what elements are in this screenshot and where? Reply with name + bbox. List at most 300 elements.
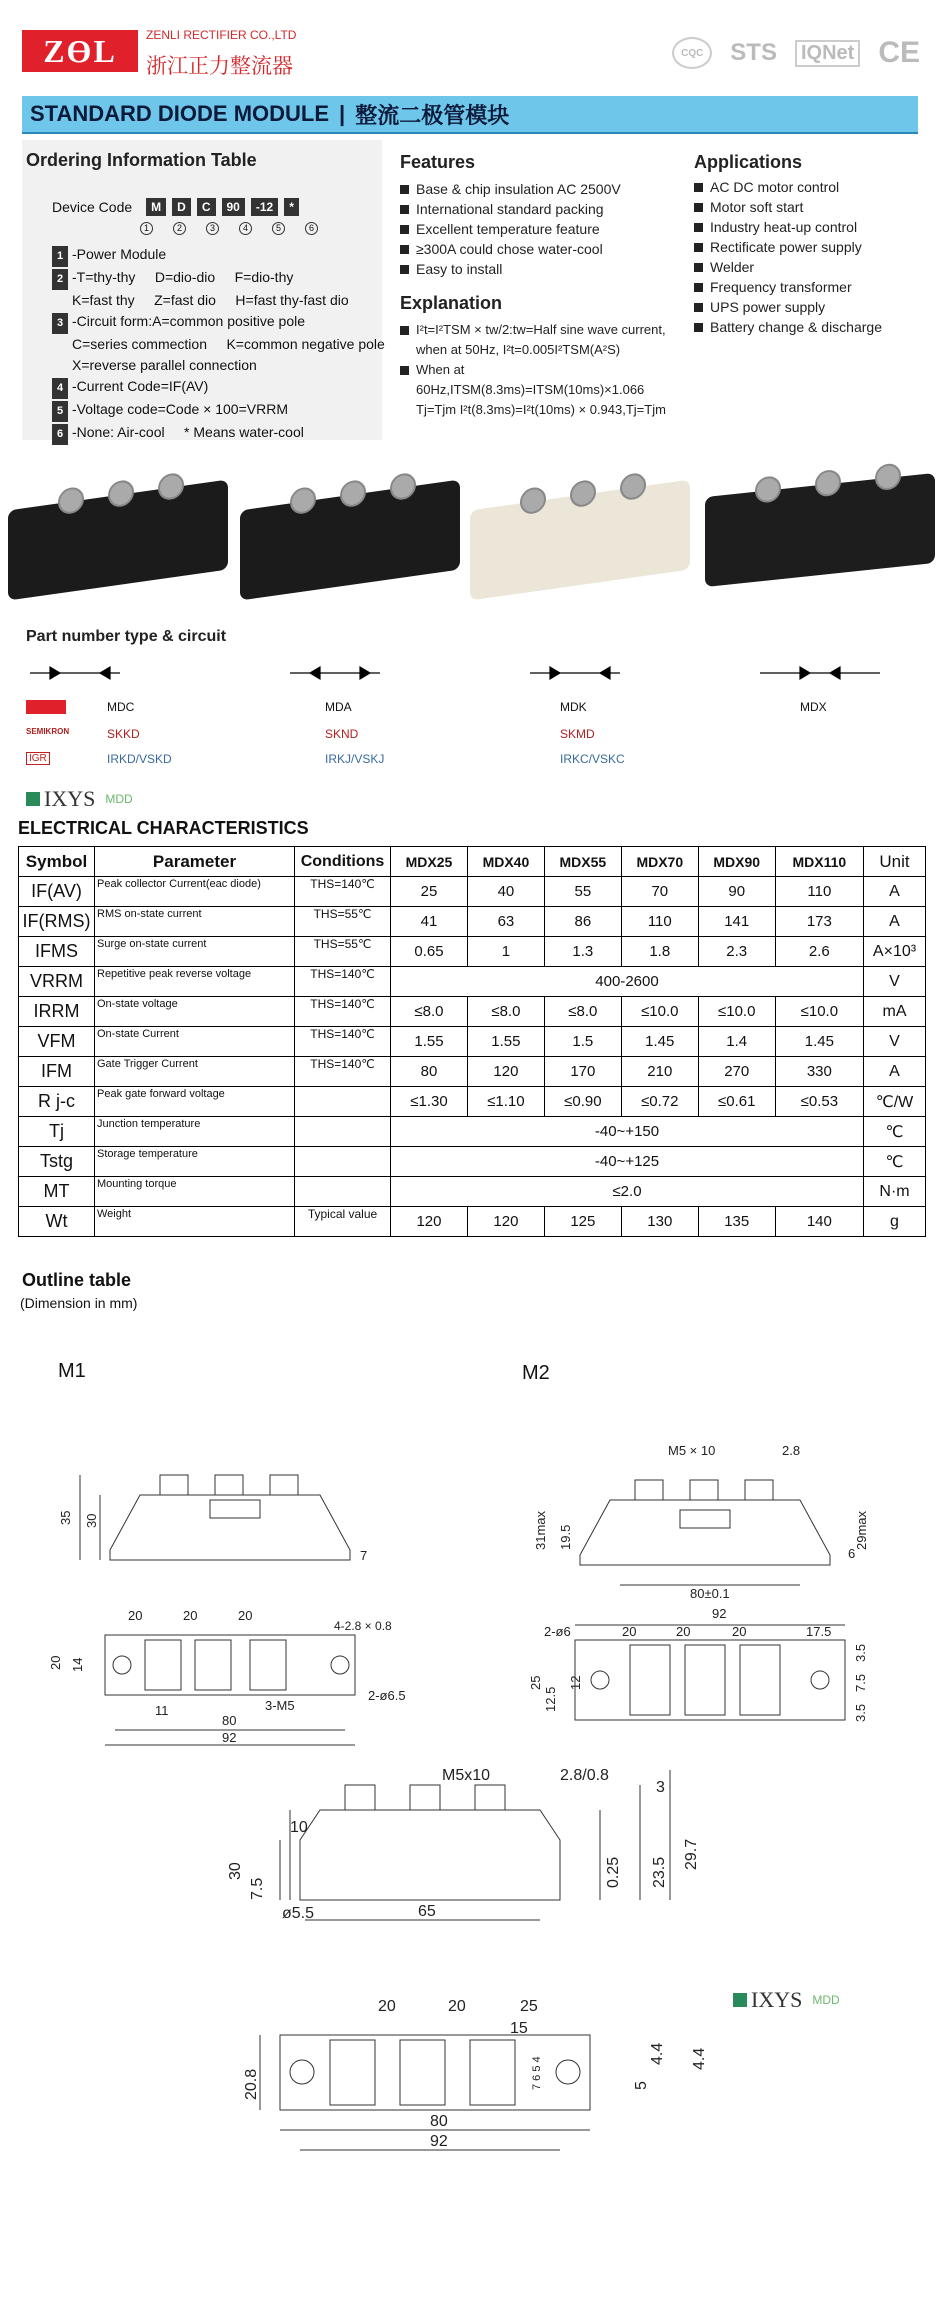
m3-dim-3: 3: [656, 1779, 665, 1796]
m1-side-body: [110, 1495, 350, 1560]
m1-dim-h30: 30: [84, 1513, 99, 1528]
m3-dim-025: 0.25: [605, 1856, 622, 1888]
parameter-cell: Junction temperature: [95, 1117, 295, 1147]
device-code-row: [52, 198, 299, 216]
code-numbers: [140, 222, 318, 235]
item-number: 4: [52, 378, 68, 399]
value-cell: 40: [467, 877, 544, 907]
features-heading: Features: [400, 152, 476, 172]
m1-side-logo: [210, 1500, 260, 1518]
m4-top-body: [280, 2035, 590, 2110]
page-title: [22, 96, 918, 134]
product-photo-black-3: [705, 473, 935, 587]
table-row: [19, 1177, 926, 1207]
table-row: [19, 937, 926, 967]
header-cell: Unit: [864, 847, 926, 877]
m2-dim-6: 6: [848, 1546, 856, 1561]
applications-heading: Applications: [694, 152, 803, 172]
code-number: 5: [272, 222, 285, 235]
symbol-cell: Tstg: [19, 1147, 95, 1177]
value-cell: 1.4: [698, 1027, 775, 1057]
outline-drawings: [0, 1400, 950, 2300]
m2-dim-25: 25: [528, 1675, 543, 1690]
table-header-row: [19, 847, 926, 877]
item-text: -Circuit form:A=common positive pole: [72, 313, 306, 329]
parameter-cell: Weight: [95, 1207, 295, 1237]
code-number: 1: [140, 222, 153, 235]
value-cell: 210: [621, 1057, 698, 1087]
feature-item: International standard packing: [400, 199, 690, 219]
m1-dim-92: 92: [222, 1730, 237, 1745]
value-cell: 1.45: [621, 1027, 698, 1057]
m2-terminal: [635, 1480, 663, 1500]
part-number-heading: Part number type & circuit: [26, 628, 227, 645]
code-box: *: [284, 198, 299, 216]
condition-cell: [295, 1147, 391, 1177]
product-photos: [0, 455, 950, 615]
m4-dim-44a: 4.4: [649, 2042, 666, 2065]
explanation-line: When at 60Hz,ITSM(8.3ms)=ITSM(10ms)×1.066: [416, 362, 645, 397]
zol-small-logo: [26, 700, 66, 714]
ixys-mdd: MDD: [812, 1993, 840, 2007]
code-number: 4: [239, 222, 252, 235]
m2-top-terminal: [630, 1645, 670, 1715]
device-code-label: Device Code: [52, 199, 133, 215]
unit-cell: g: [864, 1207, 926, 1237]
product-photo-white: [470, 480, 690, 601]
value-cell: 1.45: [775, 1027, 863, 1057]
m4-mount-hole: [556, 2060, 580, 2084]
value-cell: 1.55: [467, 1027, 544, 1057]
company-logo: ZϴL: [22, 30, 138, 72]
feature-item: Base & chip insulation AC 2500V: [400, 179, 690, 199]
m4-dim-44b: 4.4: [691, 2047, 708, 2070]
unit-cell: A×10³: [864, 937, 926, 967]
item-text: -Current Code=IF(AV): [72, 378, 209, 394]
ordering-item: [52, 376, 385, 399]
application-item: UPS power supply: [694, 297, 934, 317]
m1-terminal: [160, 1475, 188, 1495]
parameter-cell: RMS on-state current: [95, 907, 295, 937]
item-text: -Voltage code=Code × 100=VRRM: [72, 401, 288, 417]
unit-cell: ℃: [864, 1117, 926, 1147]
condition-cell: THS=55℃: [295, 937, 391, 967]
explanation-line: I²t=I²TSM × tw/2:tw=Half sine wave current,: [416, 322, 666, 337]
ordering-heading: Ordering Information Table: [26, 150, 257, 170]
parameter-cell: Peak collector Current(eac diode): [95, 877, 295, 907]
iqnet-logo: IQNet: [795, 40, 860, 67]
value-cell: 173: [775, 907, 863, 937]
ordering-item: [52, 267, 385, 290]
unit-cell: V: [864, 967, 926, 997]
m1-dim-20c: 20: [238, 1608, 253, 1623]
feature-item: Easy to install: [400, 259, 690, 279]
company-name-cn: 浙江正力整流器: [146, 54, 293, 78]
explanation-list: [400, 320, 690, 420]
item-text: -Power Module: [72, 246, 167, 262]
m1-terminal: [270, 1475, 298, 1495]
table-row: [19, 967, 926, 997]
condition-cell: THS=140℃: [295, 877, 391, 907]
value-cell: ≤8.0: [544, 997, 621, 1027]
m2-terminal: [745, 1480, 773, 1500]
parameter-cell: On-state Current: [95, 1027, 295, 1057]
ixys-logo: IXYS: [751, 1987, 803, 2012]
value-cell: ≤0.72: [621, 1087, 698, 1117]
symbol-cell: VFM: [19, 1027, 95, 1057]
m1-dim-m5: 3-M5: [265, 1698, 295, 1713]
item-number: 3: [52, 313, 68, 334]
skkd-label: SKKD: [107, 727, 140, 741]
applications-section: [694, 152, 934, 337]
value-cell: 270: [698, 1057, 775, 1087]
m2-label: M2: [522, 1362, 550, 1384]
irkd-label: IRKD/VSKD: [107, 752, 172, 766]
certification-logos: [672, 36, 920, 70]
table-row: [19, 1117, 926, 1147]
unit-cell: mA: [864, 997, 926, 1027]
m2-mount-hole: [811, 1671, 829, 1689]
m3-dim-m5: M5x10: [442, 1767, 491, 1784]
value-cell: 120: [467, 1057, 544, 1087]
m2-dim-125: 12.5: [543, 1686, 558, 1712]
table-row: [19, 1207, 926, 1237]
code-box: D: [172, 198, 191, 216]
value-cell: 55: [544, 877, 621, 907]
circuit-label-mdx: MDX: [800, 700, 827, 714]
header-cell: MDX25: [391, 847, 468, 877]
condition-cell: Typical value: [295, 1207, 391, 1237]
value-cell: 1.8: [621, 937, 698, 967]
circuit-diagrams: [20, 658, 940, 688]
symbol-cell: IF(AV): [19, 877, 95, 907]
header-cell: MDX55: [544, 847, 621, 877]
m3-dim-10: 10: [290, 1819, 308, 1836]
explanation-line: Tj=Tjm I²t(8.3ms)=I²t(10ms) × 0.943,Tj=Tjm: [416, 402, 666, 417]
electrical-heading: ELECTRICAL CHARACTERISTICS: [18, 818, 309, 838]
value-cell: ≤0.61: [698, 1087, 775, 1117]
m4-dim-20a: 20: [378, 1998, 396, 2015]
ordering-list: [52, 244, 385, 445]
m2-dim-29max: 29max: [854, 1510, 869, 1550]
value-cell: 135: [698, 1207, 775, 1237]
header-cell: Symbol: [19, 847, 95, 877]
applications-list: [694, 177, 934, 337]
value-cell: ≤10.0: [621, 997, 698, 1027]
item-text: X=reverse parallel connection: [72, 357, 257, 373]
value-cell: ≤10.0: [698, 997, 775, 1027]
value-cell: ≤1.30: [391, 1087, 468, 1117]
m4-dim-208: 20.8: [243, 2068, 260, 2100]
m4-dim-15: 15: [510, 2020, 528, 2037]
title-en: STANDARD DIODE MODULE: [30, 101, 330, 126]
item-text: -T=thy-thy D=dio-dio F=dio-thy: [72, 269, 294, 285]
symbol-cell: Wt: [19, 1207, 95, 1237]
m3-dim-235: 23.5: [651, 1856, 668, 1888]
value-cell: 86: [544, 907, 621, 937]
code-number: 6: [305, 222, 318, 235]
m1-dim-hole: 4-2.8 × 0.8: [334, 1619, 392, 1633]
m2-dim-92: 92: [712, 1606, 727, 1621]
parameter-cell: Gate Trigger Current: [95, 1057, 295, 1087]
sknd-label: SKND: [325, 727, 359, 741]
m1-dim-w14: 14: [70, 1657, 85, 1672]
product-photo-black-1: [8, 480, 228, 601]
ixys-mark-icon: [733, 1993, 747, 2007]
product-photo-black-2: [240, 480, 460, 601]
condition-cell: THS=55℃: [295, 907, 391, 937]
m1-dim-h7: 7: [360, 1548, 368, 1563]
application-item: Rectificate power supply: [694, 237, 934, 257]
value-cell: 125: [544, 1207, 621, 1237]
application-item: AC DC motor control: [694, 177, 934, 197]
table-row: [19, 1027, 926, 1057]
value-cell: -40~+125: [391, 1147, 864, 1177]
m2-mount-hole: [591, 1671, 609, 1689]
m4-dim-25: 25: [520, 1998, 538, 2015]
value-cell: ≤10.0: [775, 997, 863, 1027]
unit-cell: ℃: [864, 1147, 926, 1177]
cqc-logo: CQC: [672, 37, 712, 69]
m2-dim-20c: 20: [732, 1624, 747, 1639]
m1-dim-11: 11: [155, 1703, 169, 1718]
header-cell: MDX110: [775, 847, 863, 877]
unit-cell: ℃/W: [864, 1087, 926, 1117]
item-text: K=fast thy Z=fast dio H=fast thy-fast dio: [72, 292, 349, 308]
symbol-cell: IFM: [19, 1057, 95, 1087]
explanation-heading: Explanation: [400, 293, 503, 313]
m4-mount-hole: [290, 2060, 314, 2084]
table-row: [19, 877, 926, 907]
parameter-cell: Storage temperature: [95, 1147, 295, 1177]
explanation-item: [400, 320, 690, 360]
value-cell: 120: [467, 1207, 544, 1237]
symbol-cell: R j-c: [19, 1087, 95, 1117]
irkc-label: IRKC/VSKC: [560, 752, 625, 766]
symbol-cell: IF(RMS): [19, 907, 95, 937]
value-cell: 1.3: [544, 937, 621, 967]
unit-cell: A: [864, 1057, 926, 1087]
ce-logo: CE: [878, 36, 920, 69]
value-cell: 1: [467, 937, 544, 967]
m3-dim-297: 29.7: [683, 1838, 700, 1870]
title-cn: 整流二极管模块: [355, 103, 510, 129]
m4-dim-92: 92: [430, 2133, 448, 2150]
value-cell: 70: [621, 877, 698, 907]
header-cell: MDX70: [621, 847, 698, 877]
header-cell: MDX90: [698, 847, 775, 877]
table-row: [19, 997, 926, 1027]
m2-dim-31max: 31max: [533, 1510, 548, 1550]
value-cell: 80: [391, 1057, 468, 1087]
symbol-cell: VRRM: [19, 967, 95, 997]
header-cell: Parameter: [95, 847, 295, 877]
ixys-mdd: MDD: [105, 792, 133, 806]
m2-top-terminal: [740, 1645, 780, 1715]
m1-top-body: [105, 1635, 355, 1695]
value-cell: 170: [544, 1057, 621, 1087]
features-section: [400, 152, 690, 420]
circuit-label-mdc: MDC: [107, 700, 135, 714]
value-cell: ≤0.53: [775, 1087, 863, 1117]
feature-item: Excellent temperature feature: [400, 219, 690, 239]
item-text: -None: Air-cool * Means water-cool: [72, 424, 304, 440]
electrical-table: [18, 846, 926, 1237]
value-cell: 400-2600: [391, 967, 864, 997]
value-cell: 63: [467, 907, 544, 937]
circuit-label-mdk: MDK: [560, 700, 587, 714]
item-number: 1: [52, 246, 68, 267]
table-row: [19, 1057, 926, 1087]
item-number: 5: [52, 401, 68, 422]
value-cell: -40~+150: [391, 1117, 864, 1147]
parameter-cell: On-state voltage: [95, 997, 295, 1027]
ordering-item: [52, 311, 385, 334]
m3-dim-65: 65: [418, 1903, 436, 1920]
value-cell: 25: [391, 877, 468, 907]
table-row: [19, 1147, 926, 1177]
m2-dim-20b: 20: [676, 1624, 691, 1639]
m1-dim-phi: 2-ø6.5: [368, 1688, 406, 1703]
ordering-item: [52, 422, 385, 445]
value-cell: 141: [698, 907, 775, 937]
application-item: Welder: [694, 257, 934, 277]
code-number: 2: [173, 222, 186, 235]
value-cell: ≤2.0: [391, 1177, 864, 1207]
value-cell: 1.5: [544, 1027, 621, 1057]
m1-terminal: [215, 1475, 243, 1495]
m2-terminal: [690, 1480, 718, 1500]
m2-dim-35a: 3.5: [853, 1643, 868, 1662]
m1-dim-h35: 35: [58, 1510, 73, 1525]
value-cell: 0.65: [391, 937, 468, 967]
outline-heading: Outline table: [22, 1270, 132, 1290]
explanation-line: when at 50Hz, I²t=0.005I²TSM(A²S): [416, 342, 621, 357]
ir-logo: IGR: [26, 752, 50, 765]
sts-logo: STS: [730, 39, 777, 66]
m3-terminal: [345, 1785, 375, 1810]
value-cell: 2.3: [698, 937, 775, 967]
m4-dim-5: 5: [633, 2081, 650, 2090]
m4-dim-80: 80: [430, 2113, 448, 2130]
code-box: 90: [222, 198, 245, 216]
condition-cell: [295, 1117, 391, 1147]
m2-dim-80: 80±0.1: [690, 1586, 730, 1601]
unit-cell: A: [864, 907, 926, 937]
unit-cell: V: [864, 1027, 926, 1057]
value-cell: 41: [391, 907, 468, 937]
condition-cell: THS=140℃: [295, 997, 391, 1027]
code-number: 3: [206, 222, 219, 235]
ordering-item: [52, 399, 385, 422]
title-sep: |: [339, 101, 346, 126]
m2-dim-28: 2.8: [782, 1443, 801, 1458]
m1-label: M1: [58, 1360, 86, 1382]
m3-terminal: [475, 1785, 505, 1810]
condition-cell: [295, 1177, 391, 1207]
m2-dim-195: 19.5: [558, 1524, 573, 1550]
ixys-brand: [26, 786, 133, 812]
explanation-item: [400, 360, 690, 420]
application-item: Industry heat-up control: [694, 217, 934, 237]
value-cell: 110: [621, 907, 698, 937]
parameter-cell: Repetitive peak reverse voltage: [95, 967, 295, 997]
m1-top-terminal: [145, 1640, 181, 1690]
value-cell: 120: [391, 1207, 468, 1237]
skmd-label: SKMD: [560, 727, 595, 741]
value-cell: 1.55: [391, 1027, 468, 1057]
symbol-cell: Tj: [19, 1117, 95, 1147]
m2-dim-12: 12: [568, 1675, 583, 1690]
value-cell: ≤8.0: [391, 997, 468, 1027]
value-cell: 130: [621, 1207, 698, 1237]
application-item: Motor soft start: [694, 197, 934, 217]
ixys-mark-icon: [26, 792, 40, 806]
table-row: [19, 1087, 926, 1117]
m2-dim-m5: M5 × 10: [668, 1443, 716, 1458]
m4-dim-20b: 20: [448, 1998, 466, 2015]
outline-subtitle: (Dimension in mm): [20, 1295, 138, 1311]
m2-dim-75: 7.5: [853, 1673, 868, 1692]
m2-top-terminal: [685, 1645, 725, 1715]
symbol-cell: IRRM: [19, 997, 95, 1027]
value-cell: 330: [775, 1057, 863, 1087]
item-number: 6: [52, 424, 68, 445]
m1-top-terminal: [195, 1640, 231, 1690]
m3-dim-75: 7.5: [249, 1877, 266, 1900]
m1-dim-80: 80: [222, 1713, 237, 1728]
m2-dim-20a: 20: [622, 1624, 637, 1639]
value-cell: ≤8.0: [467, 997, 544, 1027]
value-cell: ≤0.90: [544, 1087, 621, 1117]
m2-top-body: [575, 1640, 845, 1720]
ordering-item: [52, 244, 385, 267]
m4-pin-numbers: 7 6 5 4: [531, 2056, 543, 2090]
m2-dim-35b: 3.5: [853, 1703, 868, 1722]
m3-terminal: [410, 1785, 440, 1810]
parameter-cell: Mounting torque: [95, 1177, 295, 1207]
features-list: [400, 179, 690, 279]
feature-item: ≥300A could chose water-cool: [400, 239, 690, 259]
m1-dim-20a: 20: [128, 1608, 143, 1623]
unit-cell: A: [864, 877, 926, 907]
parameter-cell: Surge on-state current: [95, 937, 295, 967]
item-text: C=series commection K=common negative pole: [72, 336, 385, 352]
value-cell: 2.6: [775, 937, 863, 967]
symbol-cell: MT: [19, 1177, 95, 1207]
parameter-cell: Peak gate forward voltage: [95, 1087, 295, 1117]
m2-dim-phi: 2-ø6: [544, 1624, 571, 1639]
item-number: 2: [52, 269, 68, 290]
condition-cell: THS=140℃: [295, 967, 391, 997]
header-cell: Conditions: [295, 847, 391, 877]
symbol-cell: IFMS: [19, 937, 95, 967]
code-box: C: [197, 198, 216, 216]
m4-top-terminal: [400, 2040, 445, 2105]
m3-dim-30: 30: [227, 1862, 244, 1880]
application-item: Frequency transformer: [694, 277, 934, 297]
value-cell: 140: [775, 1207, 863, 1237]
m1-dim-20b: 20: [183, 1608, 198, 1623]
m2-dim-175: 17.5: [806, 1624, 832, 1639]
ixys-logo: IXYS: [44, 786, 96, 811]
condition-cell: THS=140℃: [295, 1027, 391, 1057]
code-box: M: [146, 198, 166, 216]
m3-dim-pin: 2.8/0.8: [560, 1767, 609, 1784]
table-row: [19, 907, 926, 937]
ordering-info-box: [22, 140, 385, 440]
header-cell: MDX40: [467, 847, 544, 877]
